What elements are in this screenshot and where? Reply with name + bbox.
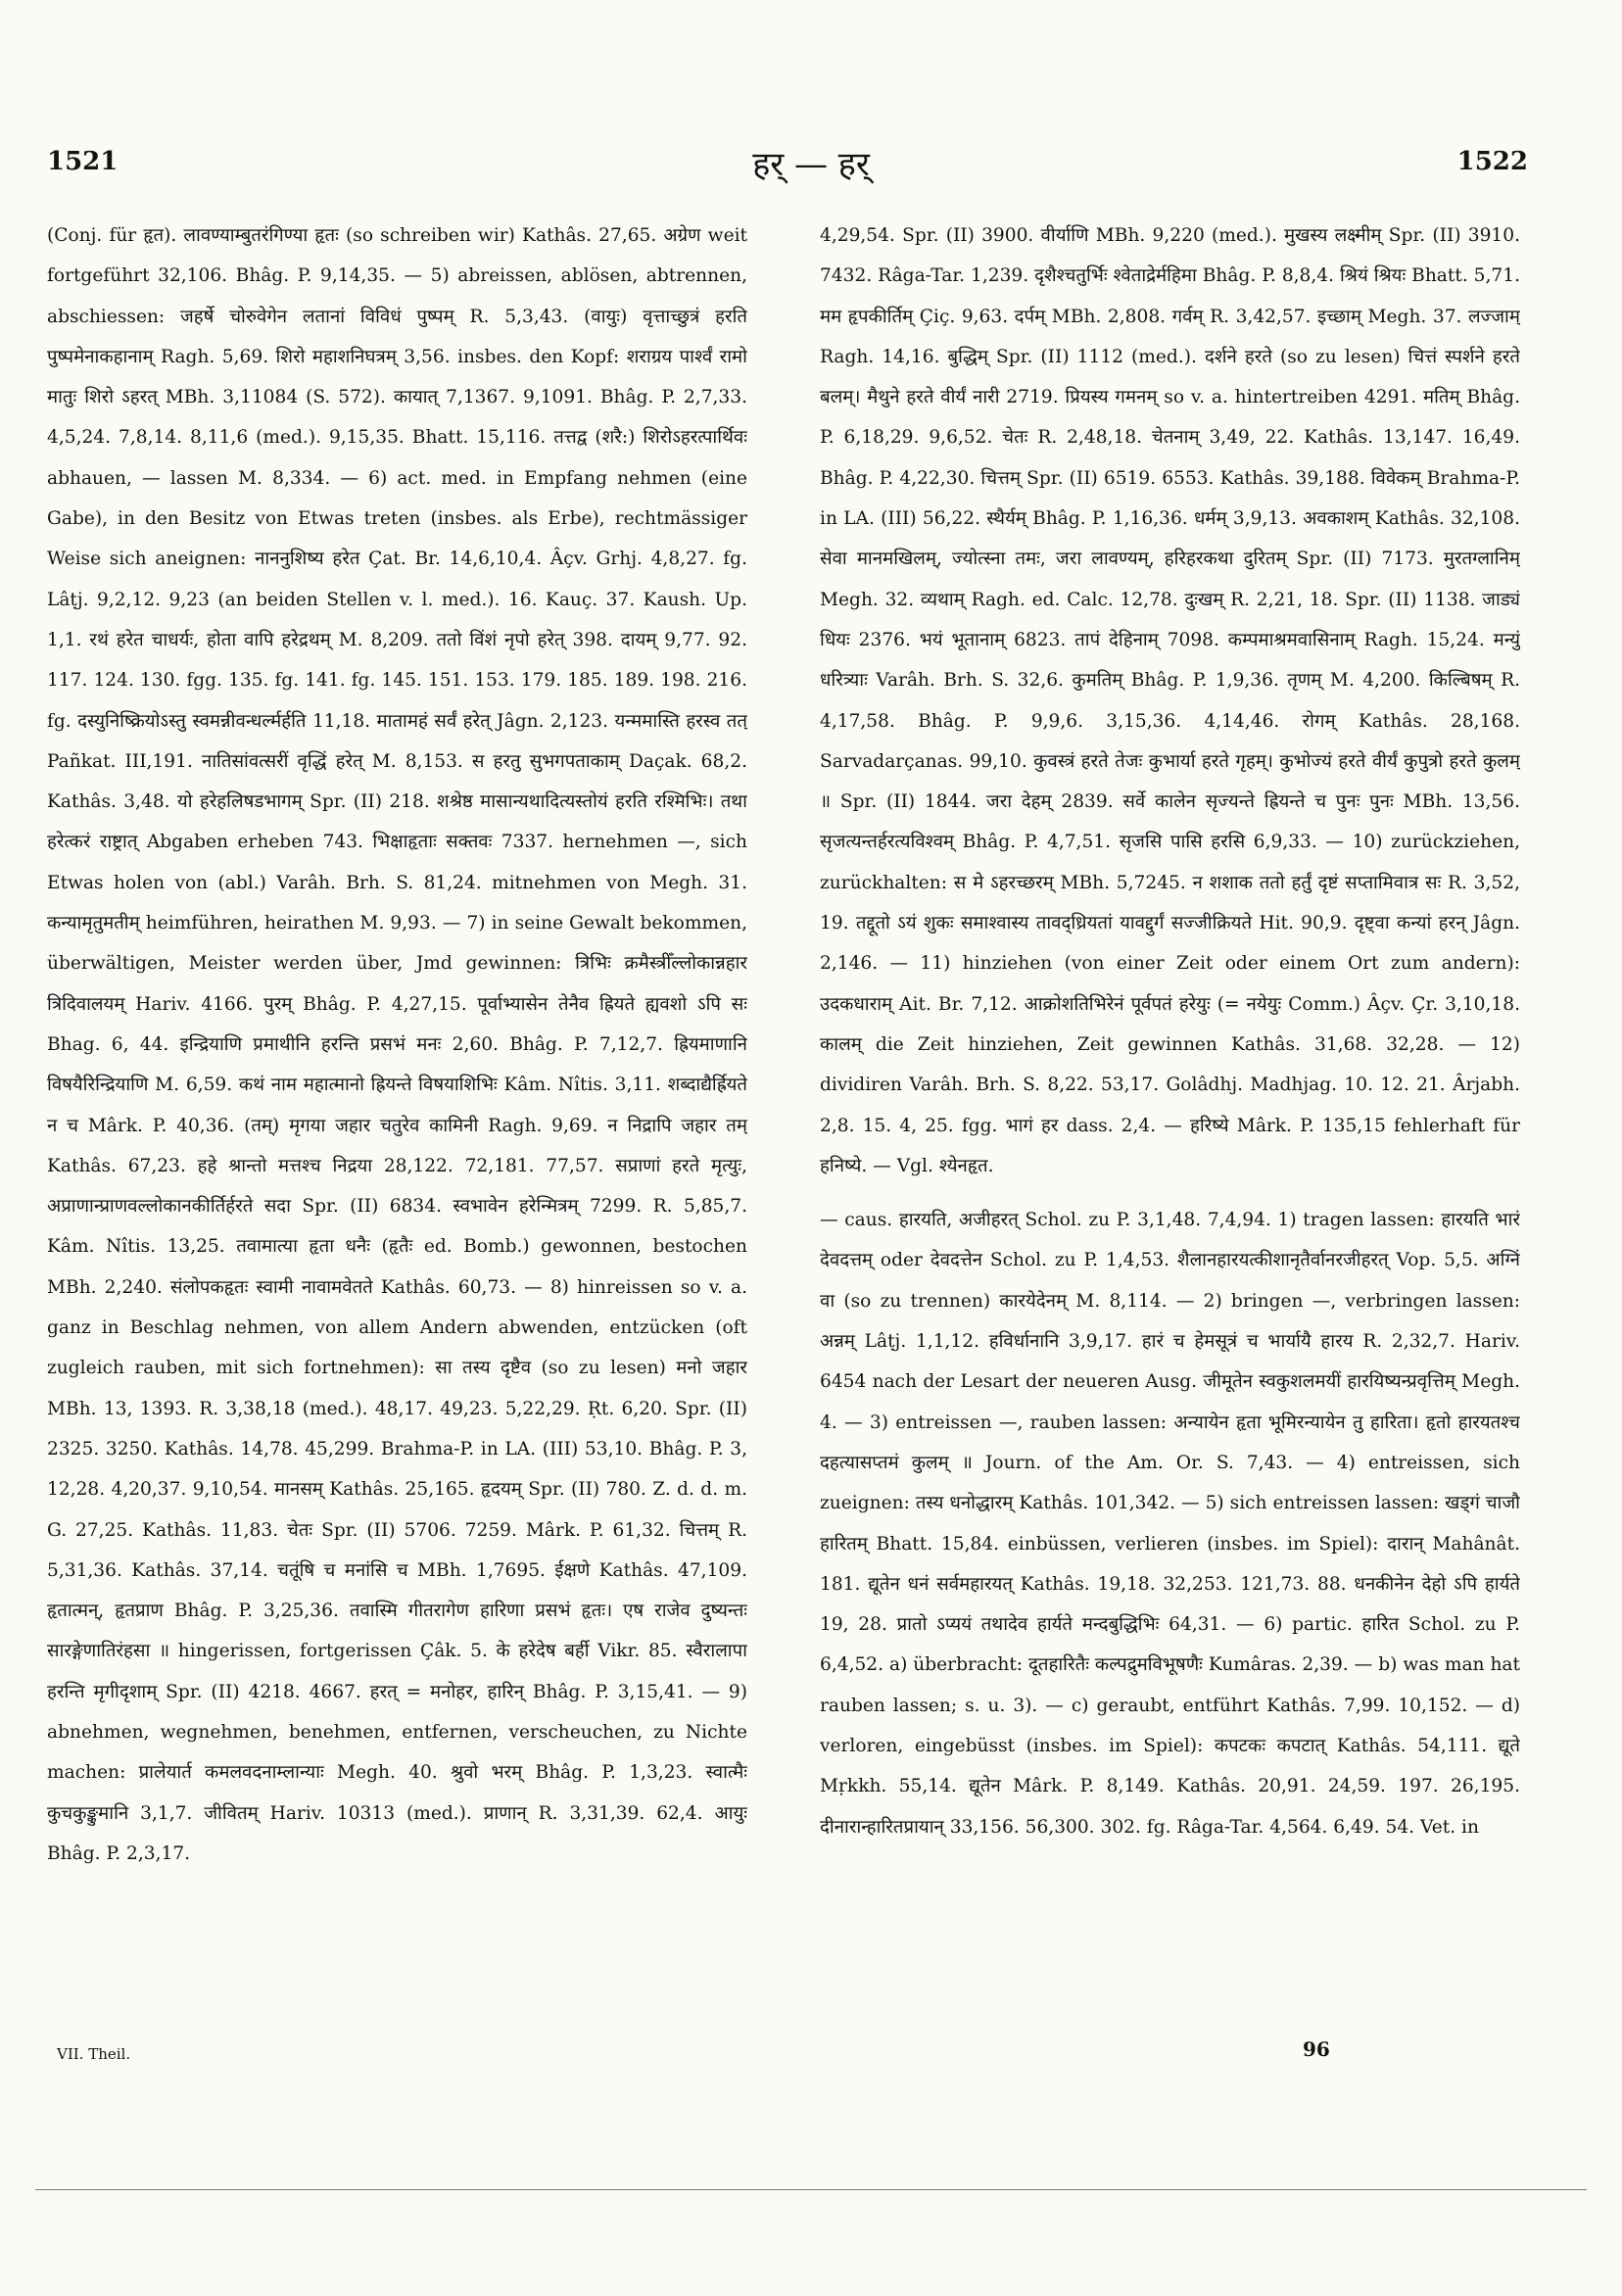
left-column xyxy=(47,215,747,2028)
right-column-paragraph-causative: — caus. हारयति, अजीहरत् Schol. zu P. 3,1,48. 7,4,94. 1) tragen lassen: हारयति भारं देवदत्तम् oder देवदत्तेन Schol. zu P. 1,4,53. शैलानहारयत्कीशानृतैर्वानरजीहरत् Vop. 5,5. अग्निं वा (so zu trennen) कारयेदेनम् M. 8,114. — 2) bringen —, verbringen lassen: अन्नम् Lâṭj. 1,1,12. हविर्धानानि 3,9,17. हारं च हेमसूत्रं च भार्यायै हारय R. 2,32,7. Hariv. 6454 nach der Lesart der neueren Ausg. जीमूतेन स्वकुशलमयीं हारयिष्यन्प्रवृत्तिम् Megh. 4. — 3) entreissen —, rauben lassen: अन्यायेन हृता भूमिरन्यायेन तु हारिता। हृतो हारयतश्च दहत्यासप्तमं कुलम् ॥ Journ. of the Am. Or. S. 7,43. — 4) entreissen, sich zueignen: तस्य धनोद्धारम् Kathâs. 101,342. — 5) sich entreissen lassen: खड्गं चाजौ हारितम् Bhatt. 15,84. einbüssen, verlieren (insbes. im Spiel): दारान् Mahânât. 181. द्यूतेन धनं सर्वमहारयत् Kathâs. 19,18. 32,253. 121,73. 88. धनकीनेन देहो ऽपि हार्यते 19, 28. प्रातो ऽप्ययं तथादेव हार्यते मन्दबुद्धिभिः 64,31. — 6) partic. हारित Schol. zu P. 6,4,52. a) überbracht: दूतहारितैः कल्पद्रुमविभूषणैः Kumâras. 2,39. — b) was man hat rauben lassen; s. u. 3). — c) geraubt, entführt Kathâs. 7,99. 10,152. — d) verloren, eingebüsst (insbes. im Spiel): कपटकः कपटात् Kathâs. 54,111. द्यूते Mṛkkh. 55,14. द्यूतेन Mârk. P. 8,149. Kathâs. 20,91. 24,59. 197. 26,195. दीनारान्हारितप्रायान् 33,156. 56,300. 302. fg. Râga-Tar. 4,564. 6,49. 54. Vet. in xyxy=(820,1210,1520,1838)
left-page-number: 1521 xyxy=(47,147,119,176)
volume-footer: VII. Theil. xyxy=(57,2045,131,2063)
running-headword: हर् — हर् xyxy=(752,145,870,184)
bottom-rule xyxy=(35,2189,1587,2190)
sheet-number: 96 xyxy=(1303,2037,1330,2061)
right-column-paragraph: 4,29,54. Spr. (II) 3900. वीर्याणि MBh. 9,220 (med.). मुखस्य लक्ष्मीम् Spr. (II) 3910. 7432. Râga-Tar. 1,239. दृशैश्चतुर्भिः श्वेताद्रेर्महिमा Bhâg. P. 8,8,4. श्रियं श्रियः Bhatt. 5,71. मम हृपकीर्तिम् Çiç. 9,63. दर्पम् MBh. 2,808. गर्वम् R. 3,42,57. इच्छाम् Megh. 37. लज्जाम् Ragh. 14,16. बुद्धिम् Spr. (II) 1112 (med.). दर्शने हरते (so zu lesen) चित्तं स्पर्शने हरते बलम्। मैथुने हरते वीर्यं नारी 2719. प्रियस्य गमनम् so v. a. hintertreiben 4291. मतिम् Bhâg. P. 6,18,29. 9,6,52. चेतः R. 2,48,18. चेतनाम् 3,49, 22. Kathâs. 13,147. 16,49. Bhâg. P. 4,22,30. चित्तम् Spr. (II) 6519. 6553. Kathâs. 39,188. विवेकम् Brahma-P. in LA. (III) 56,22. स्थैर्यम् Bhâg. P. 1,16,36. धर्मम् 3,9,13. अवकाशम् Kathâs. 32,108. सेवा मानमखिलम्, ज्योत्स्ना तमः, जरा लावण्यम्, हरिहरकथा दुरितम् Spr. (II) 7173. मुरतग्लानिम् Megh. 32. व्यथाम् Ragh. ed. Calc. 12,78. दुःखम् R. 2,21, 18. Spr. (II) 1138. जाड्यं धियः 2376. भयं भूतानाम् 6823. तापं देहिनाम् 7098. कम्पमाश्रमवासिनाम् Ragh. 15,24. मन्युं धरित्र्याः Varâh. Brh. S. 32,6. कुमतिम् Bhâg. P. 1,9,36. तृणम् M. 4,200. किल्बिषम् R. 4,17,58. Bhâg. P. 9,9,6. 3,15,36. 4,14,46. रोगम् Kathâs. 28,168. Sarvadarçanas. 99,10. कुवस्त्रं हरते तेजः कुभार्या हरते गृहम्। कुभोज्यं हरते वीर्यं कुपुत्रो हरते कुलम् ॥ Spr. (II) 1844. जरा देहम् 2839. सर्वे कालेन सृज्यन्ते ह्रियन्ते च पुनः पुनः MBh. 13,56. सृजत्यन्तर्हरत्यविश्वम् Bhâg. P. 4,7,51. सृजसि पासि हरसि 6,9,33. — 10) zurückziehen, zurückhalten: स मे ऽहरच्छरम् MBh. 5,7245. न शशाक ततो हर्तुं दृष्टं सप्तामिवात्र सः R. 3,52, 19. तद्दूतो ऽयं शुकः समाश्वास्य तावद्ध्रियतां यावद्दुर्गं सज्जीक्रियते Hit. 90,9. दृष्ट्वा कन्यां हरन् Jâgn. 2,146. — 11) hinziehen (von einer Zeit oder einem Ort zum andern): उदकधाराम् Ait. Br. 7,12. आक्रोशतिभिरेनं पूर्वपतं हरेयुः (= नयेयुः Comm.) Âçv. Çr. 3,10,18. कालम् die Zeit hinziehen, Zeit gewinnen Kathâs. 31,68. 32,28. — 12) dividiren Varâh. Brh. S. 8,22. 53,17. Golâdhj. Madhjag. 10. 12. 21. Ârjabh. 2,8. 15. 4, 25. fgg. भागं हर dass. 2,4. — हरिष्ये Mârk. P. 135,15 fehlerhaft für हनिष्ये. — Vgl. श्येनहृत. xyxy=(820,225,1520,1176)
right-column xyxy=(820,215,1520,2028)
left-column-paragraph: (Conj. für हृत). लावण्याम्बुतरंगिण्या हृतः (so schreiben wir) Kathâs. 27,65. अग्रेण weit fortgeführt 32,106. Bhâg. P. 9,14,35. — 5) abreissen, ablösen, abtrennen, abschiessen: जहर्षे चोरुवेगेन लतानां विविधं पुष्पम् R. 5,3,43. (वायुः) वृत्ताच्छुत्रं हरति पुष्पमेनाकहानाम् Ragh. 5,69. शिरो महाशनिघत्रम् 3,56. insbes. den Kopf: शराग्रय पार्श्वं रामो मातुः शिरो ऽहरत् MBh. 3,11084 (S. 572). कायात् 7,1367. 9,1091. Bhâg. P. 2,7,33. 4,5,24. 7,8,14. 8,11,6 (med.). 9,15,35. Bhatt. 15,116. तत्तद्व (शरै:) शिरोऽहरत्पार्थिवः abhauen, — lassen M. 8,334. — 6) act. med. in Empfang nehmen (eine Gabe), in den Besitz von Etwas treten (insbes. als Erbe), rechtmässiger Weise sich aneignen: नाननुशिष्य हरेत Çat. Br. 14,6,10,4. Âçv. Grhj. 4,8,27. fg. Lâṭj. 9,2,12. 9,23 (an beiden Stellen v. l. med.). 16. Kauç. 37. Kaush. Up. 1,1. रथं हरेत चाधर्यः, होता वापि हरेद्रथम् M. 8,209. ततो विंशं नृपो हरेत् 398. दायम् 9,77. 92. 117. 124. 130. fgg. 135. fg. 141. fg. 145. 151. 153. 179. 185. 189. 198. 216. fg. दस्युनिष्क्रियोऽस्तु स्वमन्नीवन्धर्ल्मर्हति 11,18. मातामहं सर्वं हरेत् Jâgn. 2,123. यन्ममास्ति हरस्व तत् Pañkat. III,191. नातिसांवत्सरीं वृद्धिं हरेत् M. 8,153. स हरतु सुभगपताकाम् Daçak. 68,2. Kathâs. 3,48. यो हरेहलिषडभागम् Spr. (II) 218. शश्रेष्ठ मासान्यथादित्यस्तोयं हरति रश्मिभिः। तथा हरेत्करं राष्ट्रात् Abgaben erheben 743. भिक्षाहृताः सक्तवः 7337. hernehmen —, sich Etwas holen von (abl.) Varâh. Brh. S. 81,24. mitnehmen von Megh. 31. कन्यामृतुमतीम् heimführen, heirathen M. 9,93. — 7) in seine Gewalt bekommen, überwältigen, Meister werden über, Jmd gewinnen: त्रिभिः क्रमैस्त्रीँल्लोकान्नहार त्रिदिवालयम् Hariv. 4166. पुरम् Bhâg. P. 4,27,15. पूर्वाभ्यासेन तेनैव ह्रियते ह्यवशो ऽपि सः Bhag. 6, 44. इन्द्रियाणि प्रमाथीनि हरन्ति प्रसभं मनः 2,60. Bhâg. P. 7,12,7. ह्रियमाणानि विषयैरिन्द्रियाणि M. 6,59. कथं नाम महात्मानो ह्रियन्ते विषयाशिभिः Kâm. Nîtis. 3,11. शब्दाद्यैर्ह्रियते न च Mârk. P. 40,36. (तम्) मृगया जहार चतुरेव कामिनी Ragh. 9,69. न निद्रापि जहार तम् Kathâs. 67,23. हहे श्रान्तो मत्तश्च निद्रया 28,122. 72,181. 77,57. सप्राणां हरते मृत्युः, अप्राणान्प्राणवल्लोकानकीर्तिर्हरते सदा Spr. (II) 6834. स्वभावेन हरेन्मित्रम् 7299. R. 5,85,7. Kâm. Nîtis. 13,25. तवामात्या हृता धनैः (हृतैः ed. Bomb.) gewonnen, bestochen MBh. 2,240. संलोपकहृतः स्वामी नावामवेतते Kathâs. 60,73. — 8) hinreissen so v. a. ganz in Beschlag nehmen, von allem Andern abwenden, entzücken (oft zugleich rauben, mit sich fortnehmen): सा तस्य दृष्टैव (so zu lesen) मनो जहार MBh. 13, 1393. R. 3,38,18 (med.). 48,17. 49,23. 5,22,29. Ṛt. 6,20. Spr. (II) 2325. 3250. Kathâs. 14,78. 45,299. Brahma-P. in LA. (III) 53,10. Bhâg. P. 3, 12,28. 4,20,37. 9,10,54. मानसम् Kathâs. 25,165. हृदयम् Spr. (II) 780. Z. d. d. m. G. 27,25. Kathâs. 11,83. चेतः Spr. (II) 5706. 7259. Mârk. P. 61,32. चित्तम् R. 5,31,36. Kathâs. 37,14. चतूंषि च मनांसि च MBh. 1,7695. ईक्षणे Kathâs. 47,109. हृतात्मन्, हृतप्राण Bhâg. P. 3,25,36. तवास्मि गीतरागेण हारिणा प्रसभं हृतः। एष राजेव दुष्यन्तः सारङ्गेणातिरंहसा ॥ hingerissen, fortgerissen Çâk. 5. के हरेदेष बर्ही Vikr. 85. स्वैरालापा हरन्ति मृगीदृशाम् Spr. (II) 4218. 4667. हरत् = मनोहर, हारिन् Bhâg. P. 3,15,41. — 9) abnehmen, wegnehmen, benehmen, entfernen, verscheuchen, zu Nichte machen: प्रालेयार्त कमलवदनाम्लान्याः Megh. 40. श्रुवो भरम् Bhâg. P. 1,3,23. स्वात्मैः कुचकुङ्कुमानि 3,1,7. जीवितम् Hariv. 10313 (med.). प्राणान् R. 3,31,39. 62,4. आयुः Bhâg. P. 2,3,17. xyxy=(47,225,747,1864)
right-page-number: 1522 xyxy=(1456,147,1528,176)
